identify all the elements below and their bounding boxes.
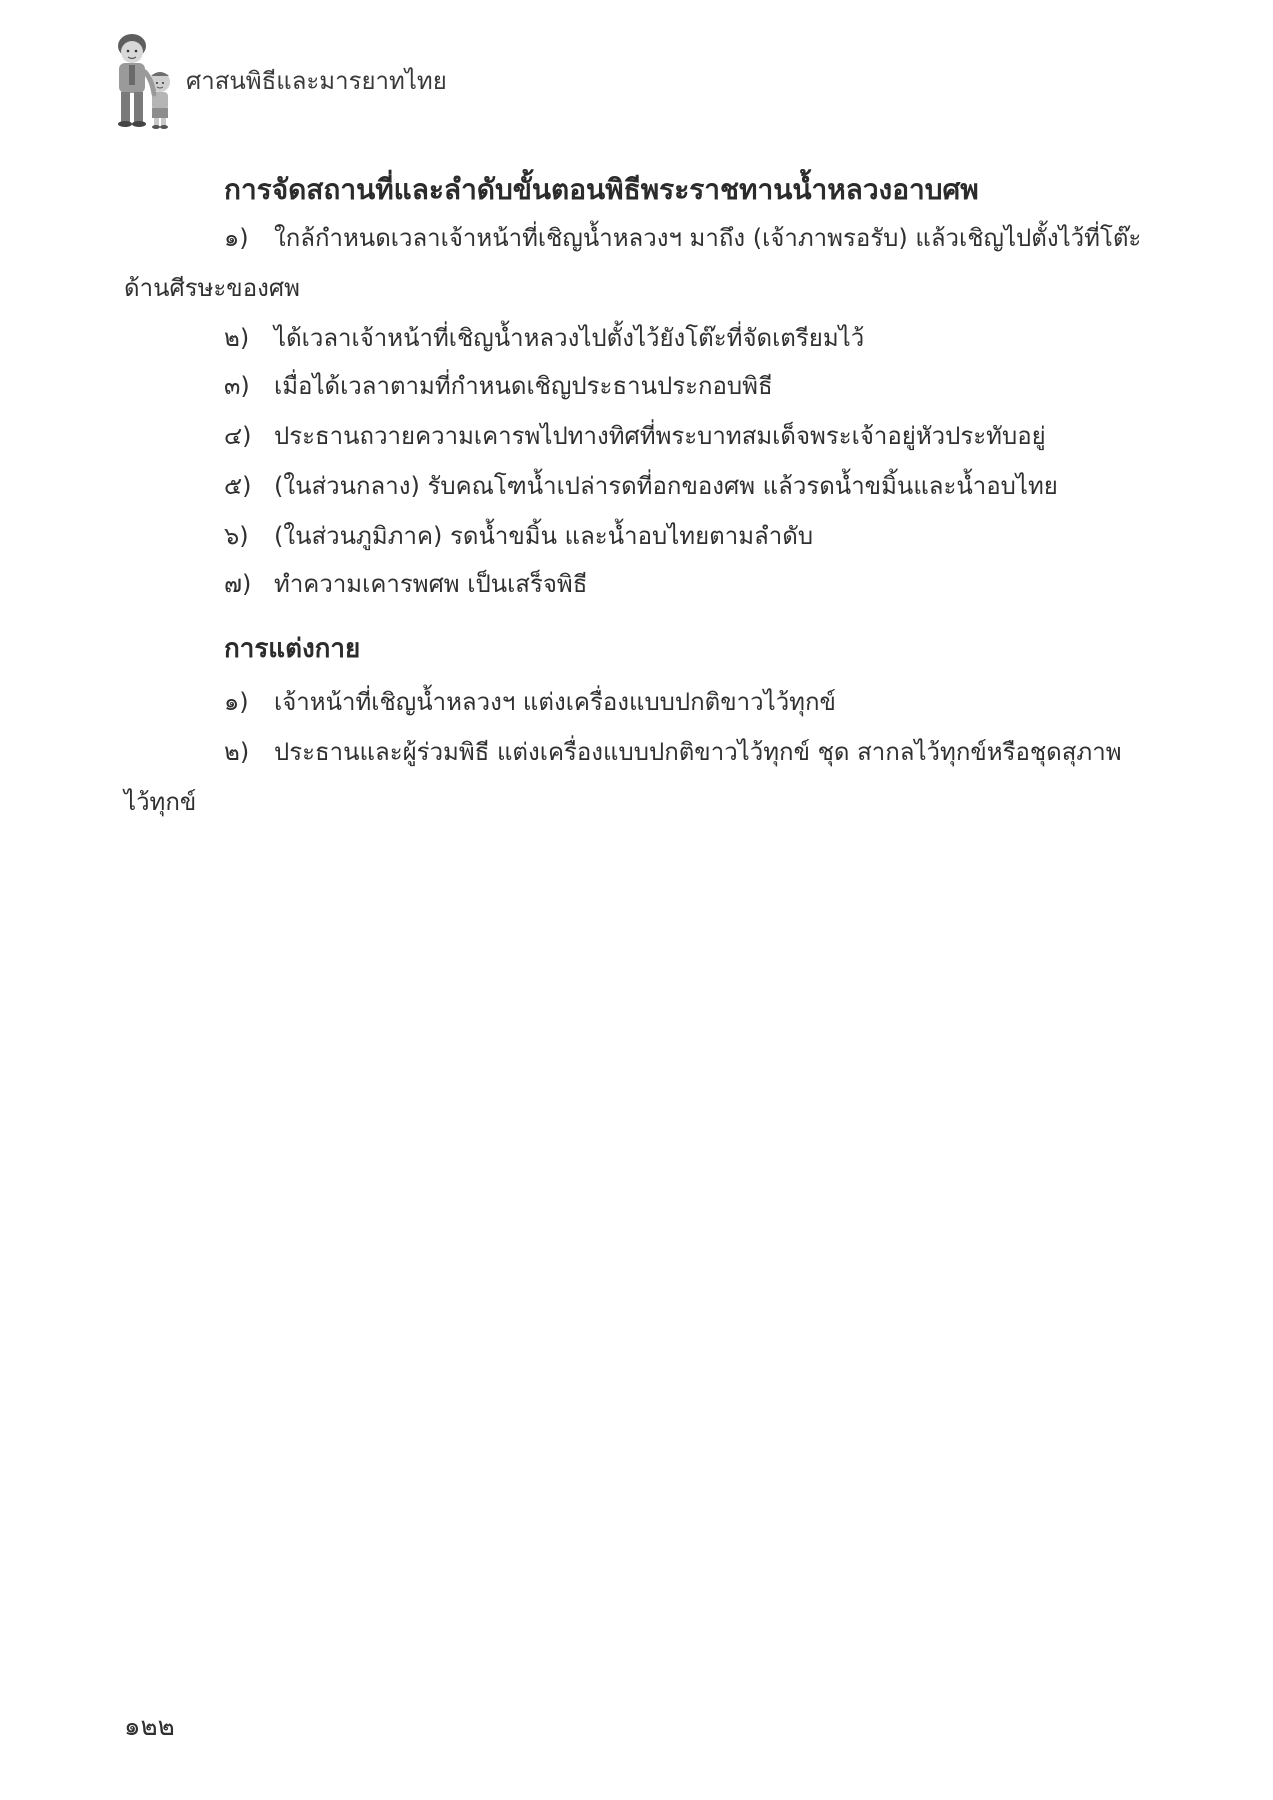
item-number: ๓) — [224, 372, 250, 400]
item-number: ๖) — [224, 522, 249, 550]
list-item — [224, 466, 1058, 505]
list-item-continuation: ด้านศีรษะของศพ — [124, 274, 300, 302]
item-number: ๑) — [224, 688, 249, 716]
list-item — [224, 564, 587, 603]
page-number: ๑๒๒ — [124, 1712, 175, 1742]
list-item-continuation: ไว้ทุกข์ — [124, 788, 197, 816]
list-item — [224, 732, 1122, 771]
item-number: ๗) — [224, 570, 252, 598]
item-number: ๔) — [224, 422, 252, 450]
item-text: เมื่อได้เวลาตามที่กำหนดเชิญประธานประกอบพิธี — [274, 372, 773, 400]
item-number: ๑) — [224, 224, 249, 252]
list-item — [224, 318, 864, 357]
item-text: (ในส่วนภูมิภาค) รดน้ำขมิ้น และน้ำอบไทยตามลำดับ — [274, 522, 814, 550]
item-text: ทำความเคารพศพ เป็นเสร็จพิธี — [274, 570, 588, 598]
book-title: ศาสนพิธีและมารยาทไทย — [186, 67, 447, 95]
section-heading-attire: การแต่งกาย — [224, 634, 361, 664]
list-item — [224, 218, 1141, 257]
item-number: ๒) — [224, 738, 250, 766]
section-heading-ceremony-steps: การจัดสถานที่และลำดับขั้นตอนพิธีพระราชทานน้ำหลวงอาบศพ — [224, 173, 979, 206]
list-item — [224, 516, 813, 555]
list-item — [224, 416, 1046, 455]
list-item — [224, 682, 836, 721]
item-text: ประธานและผู้ร่วมพิธี แต่งเครื่องแบบปกติขาวไว้ทุกข์ ชุด สากลไว้ทุกข์หรือชุดสุภาพ — [274, 738, 1122, 766]
item-text: เจ้าหน้าที่เชิญน้ำหลวงฯ แต่งเครื่องแบบปกติขาวไว้ทุกข์ — [274, 688, 836, 716]
list-item — [224, 366, 773, 405]
item-number: ๒) — [224, 324, 250, 352]
item-text: ได้เวลาเจ้าหน้าที่เชิญน้ำหลวงไปตั้งไว้ยังโต๊ะที่จัดเตรียมไว้ — [274, 324, 865, 352]
item-number: ๕) — [224, 472, 252, 500]
item-text: ประธานถวายความเคารพไปทางทิศที่พระบาทสมเด็จพระเจ้าอยู่หัวประทับอยู่ — [274, 422, 1046, 450]
item-text: ใกล้กำหนดเวลาเจ้าหน้าที่เชิญน้ำหลวงฯ มาถึง (เจ้าภาพรอรับ) แล้วเชิญไปตั้งไว้ที่โต๊ะ — [274, 224, 1142, 252]
item-text: (ในส่วนกลาง) รับคณโฑน้ำเปล่ารดที่อกของศพ แล้วรดน้ำขมิ้นและน้ำอบไทย — [274, 472, 1058, 500]
